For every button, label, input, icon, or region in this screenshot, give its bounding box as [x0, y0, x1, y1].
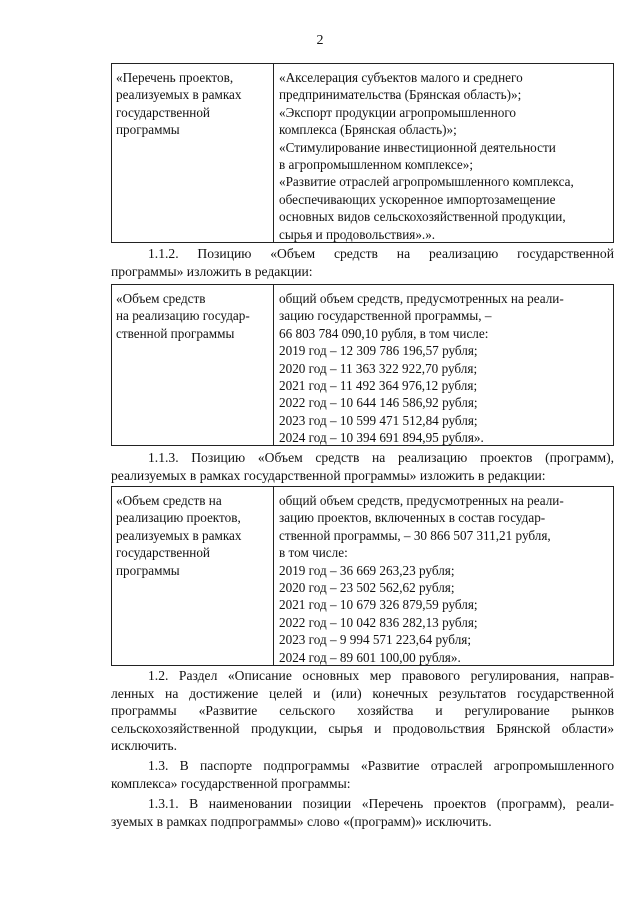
- value-line: обеспечивающих ускоренное импортозамещение: [279, 191, 556, 207]
- value-line: предпринимательства (Брянская область)»;: [279, 87, 522, 103]
- paragraph-line: зуемых в рамках подпрограммы» слово «(программ)» исключить.: [111, 813, 492, 829]
- label-line: реализацию проектов,: [116, 510, 241, 526]
- value-line: «Стимулирование инвестиционной деятельности: [279, 139, 556, 155]
- program-funding-table: [111, 284, 614, 446]
- value-line: 66 803 784 090,10 рубля, в том числе:: [279, 325, 489, 341]
- projects-value-cell: [274, 64, 613, 242]
- paragraph-line: ленных на достижение целей и (или) конечных результатов государственной: [111, 685, 614, 701]
- value-line: общий объем средств, предусмотренных на реали-: [279, 291, 564, 306]
- paragraph-line: 1.3. В паспорте подпрограммы «Развитие отраслей агропромышленного: [148, 758, 614, 773]
- paragraph-line: 1.3.1. В наименовании позиции «Перечень проектов (программ), реали-: [148, 796, 614, 811]
- projects-label-cell: [112, 64, 274, 242]
- paragraph-line: 1.2. Раздел «Описание основных мер правового регулирования, направ-: [148, 668, 614, 683]
- paragraph-1-3-1: [111, 795, 614, 830]
- label-line: «Объем средств: [116, 291, 206, 306]
- value-line: сырья и продовольствия».».: [279, 226, 436, 242]
- value-line: зацию проектов, включенных в состав государ-: [279, 510, 546, 526]
- value-line: комплекса (Брянская область)»;: [279, 122, 457, 138]
- paragraph-1-1-3: [111, 449, 614, 484]
- value-line: в том числе:: [279, 545, 348, 561]
- value-line: 2023 год – 10 599 471 512,84 рубля;: [279, 412, 478, 428]
- projects-table: [111, 63, 614, 243]
- label-line: «Объем средств на: [116, 493, 222, 508]
- value-line: «Акселерация субъектов малого и среднего: [279, 70, 523, 85]
- label-line: государственной: [116, 104, 210, 120]
- projects-funding-table: [111, 486, 614, 666]
- page-number: 2: [316, 33, 324, 48]
- paragraph-line: 1.1.2. Позицию «Объем средств на реализацию государственной: [148, 246, 614, 261]
- label-line: на реализацию государ-: [116, 308, 250, 324]
- value-line: 2023 год – 9 994 571 223,64 рубля;: [279, 632, 472, 648]
- program-funding-value-cell: [274, 285, 613, 445]
- value-line: «Экспорт продукции агропромышленного: [279, 104, 517, 120]
- value-line: в агропромышленном комплексе»;: [279, 157, 473, 173]
- label-line: реализуемых в рамках: [116, 87, 242, 103]
- paragraph-line: программы» изложить в редакции:: [111, 263, 313, 279]
- value-line: 2021 год – 11 492 364 976,12 рубля;: [279, 378, 478, 394]
- value-line: ственной программы, – 30 866 507 311,21 рубля,: [279, 527, 551, 543]
- label-line: «Перечень проектов,: [116, 70, 234, 85]
- value-line: 2022 год – 10 042 836 282,13 рубля;: [279, 614, 478, 630]
- value-line: 2020 год – 23 502 562,62 рубля;: [279, 580, 455, 596]
- projects-funding-label-cell: [112, 487, 274, 665]
- value-line: 2022 год – 10 644 146 586,92 рубля;: [279, 395, 478, 411]
- program-funding-label-cell: [112, 285, 274, 445]
- paragraph-line: программы «Развитие сельского хозяйства и регулирование рынков: [111, 703, 614, 719]
- value-line: 2019 год – 12 309 786 196,57 рубля;: [279, 343, 478, 359]
- value-line: 2019 год – 36 669 263,23 рубля;: [279, 562, 455, 578]
- label-line: реализуемых в рамках: [116, 527, 242, 543]
- paragraph-1-1-2: [111, 245, 614, 280]
- projects-funding-value-cell: [274, 487, 613, 665]
- value-line: 2020 год – 11 363 322 922,70 рубля;: [279, 360, 478, 376]
- label-line: государственной: [116, 545, 210, 561]
- paragraph-1-2: [111, 667, 614, 755]
- paragraph-line: 1.1.3. Позицию «Объем средств на реализацию проектов (программ),: [148, 450, 614, 465]
- paragraph-line: сельскохозяйственной продукции, сырья и продовольствия Брянской области»: [111, 720, 614, 736]
- paragraph-line: реализуемых в рамках государственной программы» изложить в редакции:: [111, 467, 546, 483]
- paragraph-line: комплекса» государственной программы:: [111, 775, 351, 791]
- label-line: программы: [116, 122, 180, 138]
- value-line: основных видов сельскохозяйственной продукции,: [279, 209, 566, 225]
- value-line: «Развитие отраслей агропромышленного комплекса,: [279, 174, 574, 190]
- label-line: программы: [116, 562, 180, 578]
- value-line: общий объем средств, предусмотренных на реали-: [279, 493, 564, 508]
- paragraph-line: исключить.: [111, 738, 177, 754]
- value-line: зацию государственной программы, –: [279, 308, 492, 324]
- value-line: 2021 год – 10 679 326 879,59 рубля;: [279, 597, 478, 613]
- value-line: 2024 год – 10 394 691 894,95 рубля».: [279, 430, 484, 446]
- value-line: 2024 год – 89 601 100,00 рубля».: [279, 649, 461, 665]
- paragraph-1-3: [111, 757, 614, 792]
- label-line: ственной программы: [116, 325, 235, 341]
